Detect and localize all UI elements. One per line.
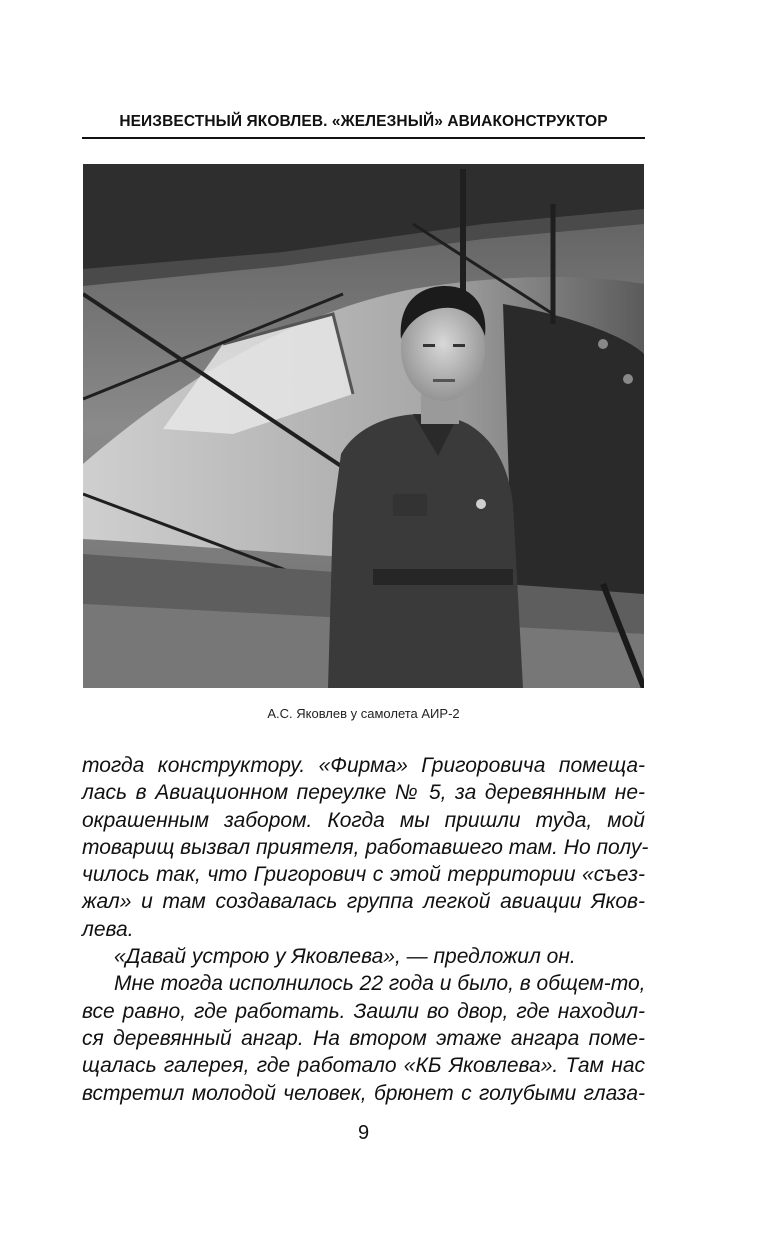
body-text: [82, 752, 649, 1107]
page-number: 9: [357, 1122, 370, 1144]
running-title: НЕИЗВЕСТНЫЙ ЯКОВЛЕВ. «ЖЕЛЕЗНЫЙ» АВИАКОНСТРУКТОР: [119, 113, 608, 130]
text-line: ся деревянный ангар. На втором этаже ангара поме-: [82, 1026, 645, 1050]
text-line: лева.: [82, 917, 134, 941]
text-line: встретил молодой человек, брюнет с голубыми глаза-: [82, 1081, 645, 1105]
text-line: все равно, где работать. Зашли во двор, где находил-: [82, 999, 645, 1023]
text-line: жал» и там создавалась группа легкой авиации Яков-: [82, 890, 645, 914]
text-line: чилось так, что Григорович с этой территории «съез-: [82, 863, 645, 887]
engine-cowling: [503, 304, 644, 634]
header-rule: [82, 137, 645, 139]
photo-caption: А.С. Яковлев у самолета АИР-2: [267, 706, 460, 721]
text-line: щалась галерея, где работало «КБ Яковлева». Там нас: [82, 1054, 645, 1078]
person-torso: [328, 414, 523, 688]
photograph: [83, 164, 644, 688]
photo-illustration: [83, 164, 644, 688]
text-line: «Давай устрою у Яковлева», — предложил он.: [114, 945, 576, 969]
text-line: лась в Авиационном переулке № 5, за деревянным не-: [82, 781, 645, 805]
text-line: тогда конструктору. «Фирма» Григоровича помеща-: [82, 754, 645, 777]
text-line: товарищ вызвал приятеля, работавшего там. Но полу-: [82, 835, 649, 859]
text-line: Мне тогда исполнилось 22 года и было, в общем-то,: [114, 972, 646, 996]
text-line: окрашенным забором. Когда мы пришли туда, мой: [82, 808, 645, 832]
